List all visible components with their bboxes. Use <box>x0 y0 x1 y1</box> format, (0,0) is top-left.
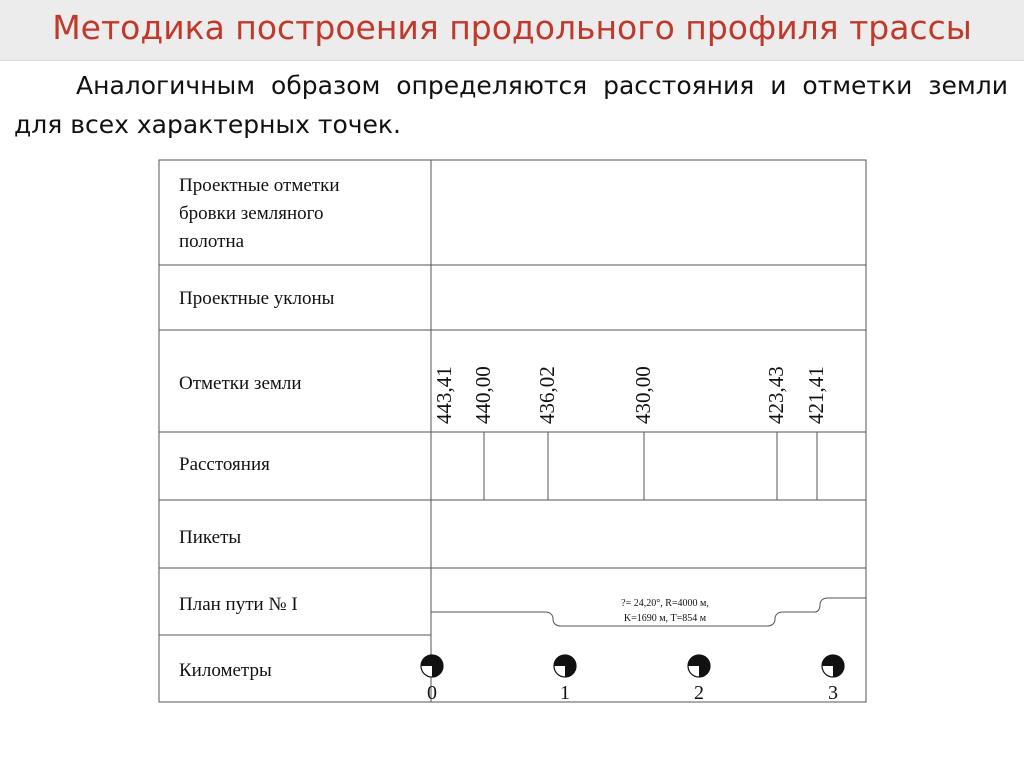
ground-mark-value: 443,41 <box>432 366 456 424</box>
ground-mark-value: 440,00 <box>471 366 495 424</box>
row-label-kilometers: Километры <box>179 660 272 681</box>
ground-mark-value: 421,41 <box>804 366 828 424</box>
km-label-3: 3 <box>828 682 838 704</box>
ground-mark-value: 430,00 <box>631 366 655 424</box>
row-label-pickets: Пикеты <box>179 527 242 548</box>
km-marker-2 <box>688 655 710 677</box>
km-marker-3 <box>822 655 844 677</box>
intro-text: Аналогичным образом определяются расстояния и отметки земли для всех характерных точек. <box>14 71 1008 139</box>
km-label-1: 1 <box>560 682 570 704</box>
km-label-2: 2 <box>694 682 704 704</box>
km-marker-0 <box>421 655 443 677</box>
curve-param-line-2: K=1690 м, T=854 м <box>623 613 707 624</box>
ground-mark-value: 436,02 <box>535 366 559 424</box>
row-label-design-marks-1: Проектные отметки <box>179 175 340 196</box>
slide-title: Методика построения продольного профиля трассы <box>52 8 972 47</box>
curve-param-line-1: ?= 24,20°, R=4000 м, <box>621 598 709 609</box>
ground-mark-value: 423,43 <box>764 366 788 424</box>
km-label-0: 0 <box>427 682 437 704</box>
row-label-ground-marks: Отметки земли <box>179 373 302 394</box>
row-label-design-marks-3: полотна <box>179 231 245 252</box>
row-label-distances: Расстояния <box>179 454 270 475</box>
km-marker-1 <box>554 655 576 677</box>
table-frame <box>159 160 866 702</box>
row-label-design-slopes: Проектные уклоны <box>179 288 335 309</box>
row-label-design-marks-2: бровки земляного <box>179 203 324 224</box>
row-label-track-plan: План пути № I <box>179 594 298 615</box>
